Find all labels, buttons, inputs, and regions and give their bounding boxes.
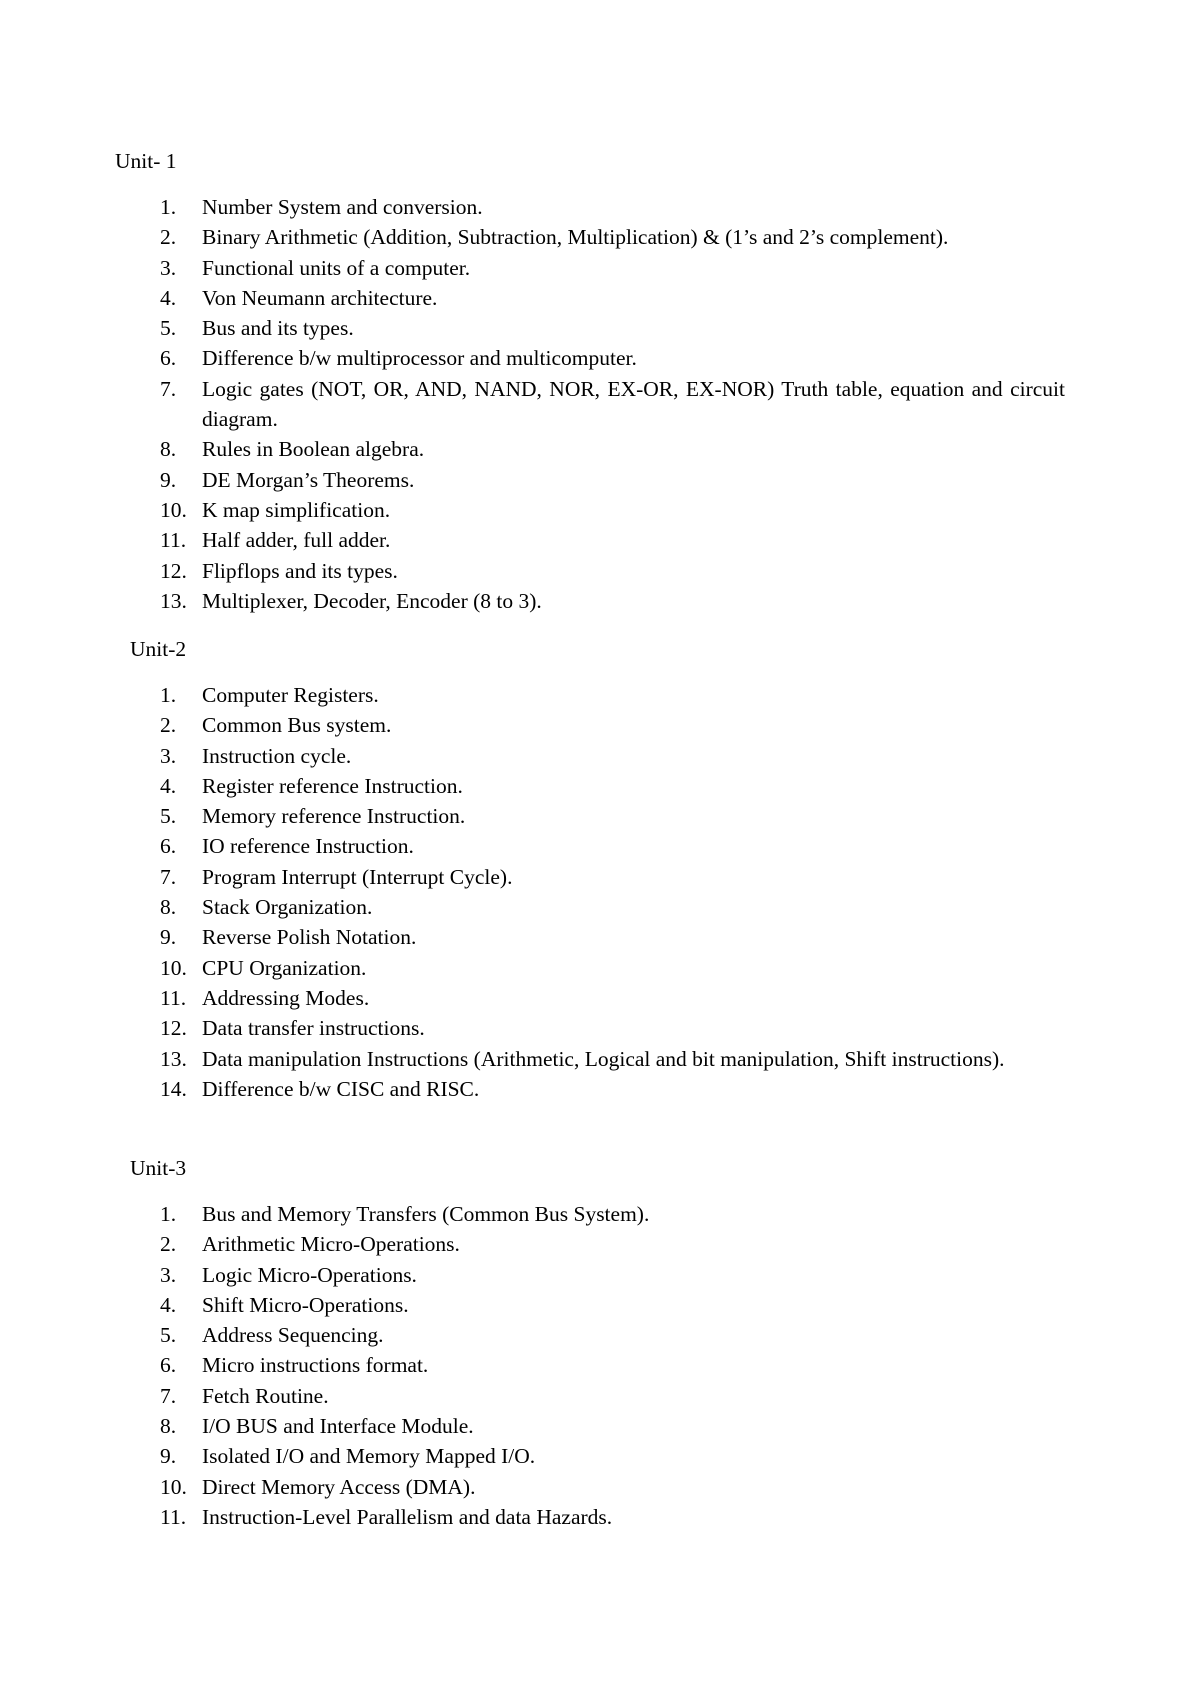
topic-number: 4. [160,1292,177,1317]
topic-text: Rules in Boolean algebra. [202,437,425,462]
topic-text: Micro instructions format. [202,1353,429,1378]
topic-text: Difference b/w multiprocessor and multicomputer. [202,346,637,371]
topic-item [160,801,1065,831]
topic-item [160,222,1065,252]
topic-text: Program Interrupt (Interrupt Cycle). [202,864,513,889]
topic-text: Stack Organization. [202,895,373,920]
topic-text: DE Morgan’s Theorems. [202,467,415,492]
topic-item [160,831,1065,861]
topic-text: Functional units of a computer. [202,255,471,280]
topic-number: 2. [160,1232,177,1257]
topic-number: 12. [160,558,187,583]
unit-1-heading: Unit- 1 [115,149,177,173]
unit-2-heading: Unit-2 [130,637,187,661]
topic-text: K map simplification. [202,497,391,522]
unit-3-heading: Unit-3 [130,1156,187,1180]
topic-number: 13. [160,588,187,613]
topic-number: 14. [160,1076,187,1101]
topic-item [160,1441,1065,1471]
unit-3-topic-list [160,1199,1065,1532]
topic-number: 10. [160,497,187,522]
topic-number: 8. [160,1414,177,1439]
topic-text: Addressing Modes. [202,985,370,1010]
topic-item [160,892,1065,922]
topic-item [160,953,1065,983]
topic-item [160,922,1065,952]
topic-text: Flipflops and its types. [202,558,398,583]
topic-text: Direct Memory Access (DMA). [202,1474,476,1499]
unit-1-topic-list [160,192,1065,616]
topic-number: 6. [160,834,177,859]
topic-number: 3. [160,743,177,768]
topic-text: Logic Micro-Operations. [202,1262,417,1287]
topic-number: 5. [160,1323,177,1348]
topic-item [160,1472,1065,1502]
topic-item [160,495,1065,525]
topic-text: CPU Organization. [202,955,367,980]
topic-item [160,771,1065,801]
topic-text: Instruction cycle. [202,743,352,768]
topic-item [160,374,1065,435]
topic-text: Multiplexer, Decoder, Encoder (8 to 3). [202,588,542,613]
topic-text: Difference b/w CISC and RISC. [202,1076,480,1101]
topic-text: Shift Micro-Operations. [202,1292,409,1317]
topic-item [160,192,1065,222]
topic-number: 1. [160,1202,177,1226]
topic-item [160,1199,1065,1229]
topic-text: IO reference Instruction. [202,834,414,859]
topic-item [160,1260,1065,1290]
topic-text: Instruction-Level Parallelism and data Hazards. [202,1504,613,1529]
topic-text: Data transfer instructions. [202,1016,425,1041]
topic-item [160,1381,1065,1411]
topic-item [160,741,1065,771]
topic-item [160,1013,1065,1043]
topic-item [160,710,1065,740]
topic-item [160,525,1065,555]
topic-item [160,343,1065,373]
topic-number: 4. [160,773,177,798]
topic-number: 10. [160,955,187,980]
topic-number: 1. [160,195,177,219]
topic-number: 2. [160,713,177,738]
topic-item [160,434,1065,464]
topic-item [160,1044,1065,1074]
topic-item [160,253,1065,283]
topic-item [160,862,1065,892]
topic-text: Number System and conversion. [202,195,483,219]
topic-item [160,1502,1065,1532]
topic-item [160,283,1065,313]
topic-text: Computer Registers. [202,683,379,707]
topic-number: 8. [160,437,177,462]
topic-text: Isolated I/O and Memory Mapped I/O. [202,1444,536,1469]
topic-number: 4. [160,285,177,310]
topic-item [160,680,1065,710]
topic-item [160,1320,1065,1350]
unit-2-topic-list [160,680,1065,1104]
topic-item [160,1411,1065,1441]
topic-text: Arithmetic Micro-Operations. [202,1232,460,1257]
topic-number: 7. [160,376,177,401]
topic-number: 6. [160,1353,177,1378]
topic-item [160,1350,1065,1380]
topic-text: Memory reference Instruction. [202,804,466,829]
topic-text: I/O BUS and Interface Module. [202,1414,474,1439]
topic-number: 10. [160,1474,187,1499]
topic-text: Data manipulation Instructions (Arithmetic, Logical and bit manipulation, Shift instructions). [202,1046,1005,1071]
topic-item [160,465,1065,495]
topic-text: Fetch Routine. [202,1383,329,1408]
topic-item [160,313,1065,343]
topic-number: 6. [160,346,177,371]
topic-number: 13. [160,1046,187,1071]
topic-item [160,1229,1065,1259]
topic-item [160,1074,1065,1104]
topic-number: 11. [160,528,187,553]
topic-number: 5. [160,804,177,829]
topic-number: 9. [160,467,177,492]
topic-number: 11. [160,985,187,1010]
topic-number: 5. [160,316,177,341]
topic-number: 3. [160,1262,177,1287]
topic-text: Bus and its types. [202,316,354,341]
topic-number: 2. [160,225,177,250]
topic-number: 7. [160,864,177,889]
topic-text: Binary Arithmetic (Addition, Subtraction, Multiplication) & (1’s and 2’s complement). [202,225,949,250]
topic-number: 9. [160,925,177,950]
topic-item [160,556,1065,586]
topic-text: Bus and Memory Transfers (Common Bus System). [202,1202,650,1226]
topic-text: Half adder, full adder. [202,528,391,553]
topic-text: Register reference Instruction. [202,773,463,798]
topic-item [160,983,1065,1013]
topic-item [160,586,1065,616]
topic-number: 11. [160,1504,187,1529]
topic-number: 1. [160,683,177,707]
topic-text: Address Sequencing. [202,1323,384,1348]
topic-item [160,1290,1065,1320]
topic-number: 7. [160,1383,177,1408]
topic-text: Common Bus system. [202,713,392,738]
topic-number: 8. [160,895,177,920]
topic-number: 12. [160,1016,187,1041]
topic-text: Logic gates (NOT, OR, AND, NAND, NOR, EX-OR, EX-NOR) Truth table, equation and circuit diagram. [202,376,1065,432]
topic-text: Reverse Polish Notation. [202,925,417,950]
topic-number: 9. [160,1444,177,1469]
topic-text: Von Neumann architecture. [202,285,438,310]
topic-number: 3. [160,255,177,280]
